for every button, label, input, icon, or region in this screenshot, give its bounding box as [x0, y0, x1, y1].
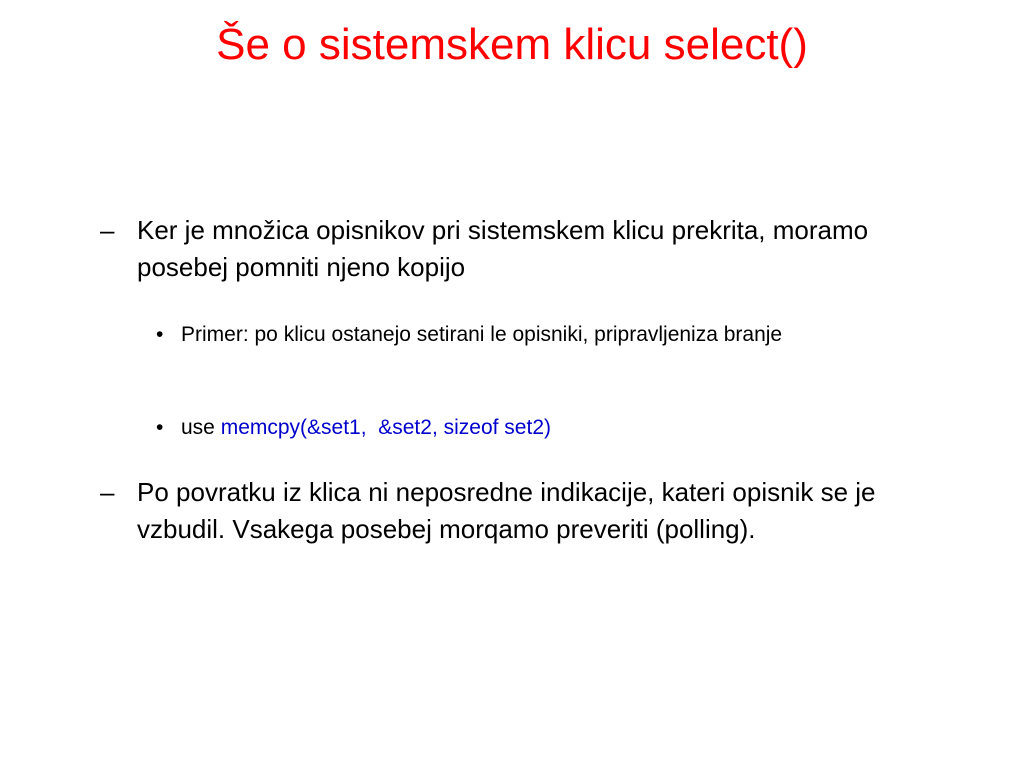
list-item-text: Ker je množica opisnikov pri sistemskem klicu prekrita, moramo posebej pomniti njeno kopijo: [137, 215, 869, 282]
list-item-level2-1: [156, 318, 916, 351]
code-snippet: memcpy(&set1, &set2, sizeof set2): [220, 416, 551, 439]
slide-title: Še o sistemskem klicu select(): [216, 20, 808, 69]
dash-marker: –: [100, 215, 115, 245]
dash-marker: –: [100, 477, 115, 507]
bullet-marker: •: [156, 416, 164, 439]
list-item-text: Primer: po klicu ostanejo setirani le opisniki, pripravljeniza branje: [181, 323, 783, 346]
list-item-level1-2: [100, 474, 940, 548]
use-label: use: [181, 416, 221, 439]
list-item-text: [181, 411, 916, 444]
bullet-marker: •: [156, 323, 164, 346]
list-item-level1-1: [100, 212, 940, 286]
list-item-level2-2: [156, 411, 916, 444]
list-item-text: Po povratku iz klica ni neposredne indikacije, kateri opisnik se je vzbudil. Vsakega posebej morqamo preveriti (polling).: [137, 477, 876, 544]
